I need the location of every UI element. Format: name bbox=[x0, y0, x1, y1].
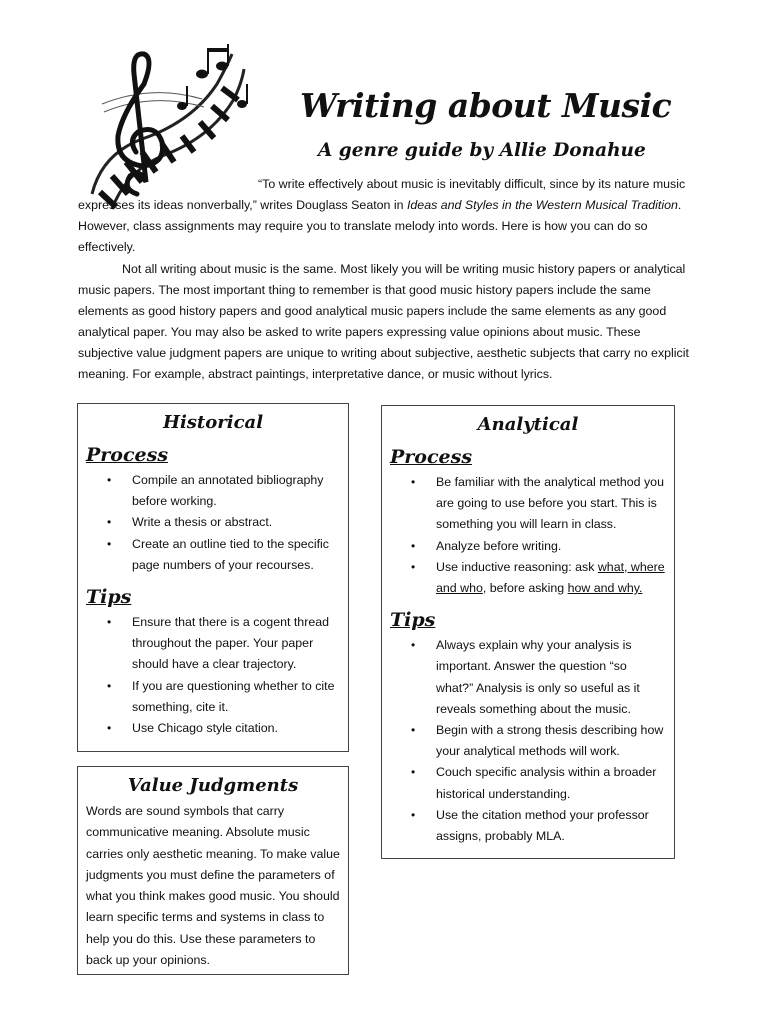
analytical-tips-heading: Tips bbox=[390, 609, 436, 632]
historical-tips-list bbox=[78, 612, 348, 739]
bullet: • bbox=[411, 765, 416, 780]
list-item: • Compile an annotated bibliography before working. bbox=[78, 470, 348, 512]
historical-box bbox=[77, 403, 349, 752]
list-item: • If you are questioning whether to cite something, cite it. bbox=[78, 676, 348, 718]
list-item: • Couch specific analysis within a broader historical understanding. bbox=[382, 762, 674, 804]
bullet: • bbox=[107, 678, 112, 693]
bullet: • bbox=[411, 538, 416, 553]
historical-tips-heading: Tips bbox=[86, 586, 132, 609]
underlined-phrase: what, where and who bbox=[436, 559, 665, 596]
page-subtitle: A genre guide by Allie Donahue bbox=[318, 140, 646, 161]
book-title: Ideas and Styles in the Western Musical Tradition bbox=[406, 198, 678, 212]
analytical-process-heading: Process bbox=[390, 446, 473, 468]
analytical-process-list bbox=[382, 472, 674, 599]
underlined-phrase: how and why. bbox=[567, 581, 643, 596]
bullet: • bbox=[411, 638, 416, 653]
bullet: • bbox=[107, 721, 112, 736]
intro-paragraph bbox=[78, 174, 690, 258]
list-item: • Begin with a strong thesis describing how your analytical methods will work. bbox=[382, 720, 674, 762]
bullet: • bbox=[411, 807, 416, 822]
analytical-box bbox=[381, 405, 675, 859]
value-judgments-text: Words are sound symbols that carry communicative meaning. Absolute music carries only aesthetic meaning. To make value judgments you must define the parameters of what you think makes good music. You should learn specific terms and systems in class to help you do this. Use these parameters to back up your opinions. bbox=[86, 804, 340, 968]
bullet: • bbox=[411, 723, 416, 738]
intro-rest: . However, class assignments may require you to translate melody into words. Here is how you can do so effectively. bbox=[78, 198, 682, 254]
overview-paragraph: Not all writing about music is the same. Most likely you will be writing music history papers or analytical music papers. The most important thing to remember is that good music history papers include the same elements as good history papers and good analytical music papers include the same elements as any good analytical paper. You may also be asked to write papers expressing value opinions about music. These subjective value judgment papers are unique to writing about subjective, aesthetic subjects that carry no explicit meaning. For example, abstract paintings, interpretative dance, or music without lyrics. bbox=[78, 262, 689, 381]
bullet: • bbox=[107, 615, 112, 630]
bullet: • bbox=[107, 536, 112, 551]
list-item: • Always explain why your analysis is important. Answer the question “so what?” Analysis is only so useful as it reveals something about the music. bbox=[382, 635, 674, 720]
analytical-tips-list bbox=[382, 635, 674, 847]
list-item: • Write a thesis or abstract. bbox=[78, 512, 348, 533]
list-item: • Ensure that there is a cogent thread throughout the paper. Your paper should have a clear trajectory. bbox=[78, 612, 348, 676]
list-item: • Create an outline tied to the specific page numbers of your recourses. bbox=[78, 534, 348, 576]
list-item: • Use the citation method your professor assigns, probably MLA. bbox=[382, 805, 674, 847]
list-item: • Analyze before writing. bbox=[382, 536, 674, 557]
bullet: • bbox=[107, 473, 112, 487]
value-judgments-title: Value Judgments bbox=[127, 775, 299, 796]
historical-title: Historical bbox=[162, 412, 264, 433]
list-item: • Use Chicago style citation. bbox=[78, 718, 348, 739]
list-item: • Be familiar with the analytical method you are going to use before you start. This is something you will learn in class. bbox=[382, 472, 674, 536]
bullet: • bbox=[411, 559, 416, 574]
page-title: Writing about Music bbox=[300, 86, 672, 125]
bullet: • bbox=[107, 515, 112, 530]
value-judgments-box bbox=[77, 766, 349, 975]
analytical-title: Analytical bbox=[477, 414, 579, 435]
bullet: • bbox=[411, 475, 416, 489]
intro-quote: “To write effectively about music is inevitably difficult, since by its nature music expresses its ideas nonverbally,” writes Douglass Seaton in bbox=[78, 177, 686, 212]
historical-process-heading: Process bbox=[86, 444, 169, 466]
historical-process-list bbox=[78, 470, 348, 576]
list-item: • Use inductive reasoning: ask what, where and who, before asking how and why. bbox=[382, 557, 674, 599]
